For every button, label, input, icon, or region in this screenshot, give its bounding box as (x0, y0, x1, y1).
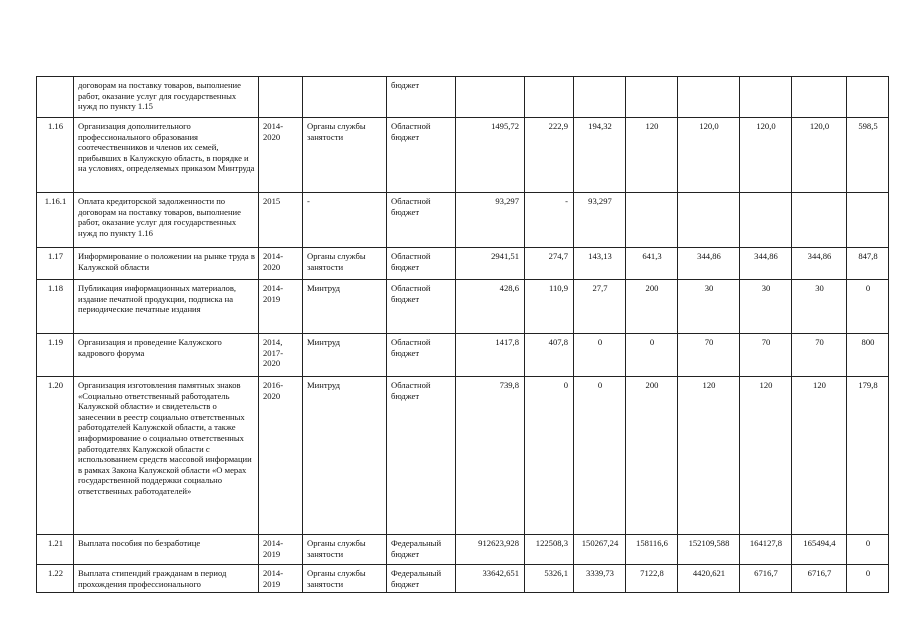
implementation-years: 2014-2019 (259, 535, 303, 565)
funding-source: Федеральный бюджет (387, 565, 456, 593)
measure-name: Выплата стипендий гражданам в период прохождения профессионального (74, 565, 259, 593)
amount-cell: 120 (792, 377, 847, 535)
amount-cell: 0 (574, 334, 626, 377)
measure-name: договорам на поставку товаров, выполнение работ, оказание услуг для государственных нужд по пункту 1.15 (74, 77, 259, 118)
implementation-years: 2016-2020 (259, 377, 303, 535)
row-number: 1.16 (37, 118, 74, 193)
program-measures-table (36, 76, 889, 593)
amount-cell: 4420,621 (678, 565, 740, 593)
executor: Органы службы занятости (303, 248, 387, 280)
amount-cell: 0 (847, 535, 889, 565)
amount-cell: 70 (740, 334, 792, 377)
row-number: 1.22 (37, 565, 74, 593)
executor: Минтруд (303, 377, 387, 535)
total-amount: 33642,651 (456, 565, 525, 593)
funding-source: Областной бюджет (387, 248, 456, 280)
amount-cell: 222,9 (525, 118, 574, 193)
total-amount: 428,6 (456, 280, 525, 334)
amount-cell: - (525, 193, 574, 248)
measure-name: Оплата кредиторской задолженности по договорам на поставку товаров, выполнение работ, оказание услуг для государственных нужд по пункту 1.16 (74, 193, 259, 248)
amount-cell: 194,32 (574, 118, 626, 193)
amount-cell: 70 (678, 334, 740, 377)
implementation-years: 2014-2019 (259, 280, 303, 334)
row-number (37, 77, 74, 118)
executor: Органы службы занятости (303, 565, 387, 593)
amount-cell: 120,0 (678, 118, 740, 193)
amount-cell (626, 77, 678, 118)
amount-cell: 800 (847, 334, 889, 377)
table-row (37, 535, 889, 565)
row-number: 1.20 (37, 377, 74, 535)
amount-cell: 3339,73 (574, 565, 626, 593)
measure-name: Выплата пособия по безработице (74, 535, 259, 565)
implementation-years: 2015 (259, 193, 303, 248)
amount-cell (847, 193, 889, 248)
amount-cell (792, 193, 847, 248)
total-amount: 739,8 (456, 377, 525, 535)
implementation-years: 2014-2019 (259, 565, 303, 593)
amount-cell: 598,5 (847, 118, 889, 193)
row-number: 1.21 (37, 535, 74, 565)
amount-cell: 847,8 (847, 248, 889, 280)
amount-cell (626, 193, 678, 248)
implementation-years: 2014, 2017-2020 (259, 334, 303, 377)
total-amount: 1495,72 (456, 118, 525, 193)
amount-cell: 6716,7 (792, 565, 847, 593)
amount-cell: 344,86 (740, 248, 792, 280)
amount-cell: 0 (626, 334, 678, 377)
table-body (37, 77, 889, 593)
total-amount: 2941,51 (456, 248, 525, 280)
amount-cell: 93,297 (574, 193, 626, 248)
amount-cell: 164127,8 (740, 535, 792, 565)
amount-cell (740, 77, 792, 118)
funding-source: Областной бюджет (387, 280, 456, 334)
funding-source: Областной бюджет (387, 118, 456, 193)
table-row (37, 334, 889, 377)
table-row (37, 193, 889, 248)
measure-name: Организация дополнительного профессионального образования соотечественников и членов их семей, прибывших в Калужскую область, в порядке и на условиях, определяемых приказом Минтруда (74, 118, 259, 193)
amount-cell: 0 (574, 377, 626, 535)
amount-cell: 30 (678, 280, 740, 334)
total-amount: 1417,8 (456, 334, 525, 377)
row-number: 1.18 (37, 280, 74, 334)
amount-cell: 158116,6 (626, 535, 678, 565)
executor: Органы службы занятости (303, 535, 387, 565)
amount-cell: 7122,8 (626, 565, 678, 593)
total-amount: 912623,928 (456, 535, 525, 565)
amount-cell: 30 (740, 280, 792, 334)
amount-cell: 407,8 (525, 334, 574, 377)
amount-cell: 122508,3 (525, 535, 574, 565)
funding-source: Федеральный бюджет (387, 535, 456, 565)
amount-cell: 120 (678, 377, 740, 535)
row-number: 1.17 (37, 248, 74, 280)
amount-cell: 110,9 (525, 280, 574, 334)
amount-cell: 120,0 (740, 118, 792, 193)
amount-cell: 200 (626, 377, 678, 535)
amount-cell: 344,86 (792, 248, 847, 280)
amount-cell: 641,3 (626, 248, 678, 280)
total-amount: 93,297 (456, 193, 525, 248)
amount-cell: 0 (847, 280, 889, 334)
funding-source: Областной бюджет (387, 377, 456, 535)
table-row (37, 377, 889, 535)
amount-cell: 27,7 (574, 280, 626, 334)
amount-cell: 274,7 (525, 248, 574, 280)
amount-cell: 0 (525, 377, 574, 535)
amount-cell: 0 (847, 565, 889, 593)
amount-cell: 5326,1 (525, 565, 574, 593)
table-row (37, 248, 889, 280)
amount-cell (574, 77, 626, 118)
amount-cell (678, 193, 740, 248)
executor: - (303, 193, 387, 248)
funding-source: Областной бюджет (387, 334, 456, 377)
table-row (37, 77, 889, 118)
executor (303, 77, 387, 118)
measure-name: Публикация информационных материалов, издание печатной продукции, подписка на периодические печатные издания (74, 280, 259, 334)
table-row (37, 565, 889, 593)
measure-name: Информирование о положении на рынке труда в Калужской области (74, 248, 259, 280)
executor: Минтруд (303, 280, 387, 334)
table-row (37, 280, 889, 334)
total-amount (456, 77, 525, 118)
amount-cell: 6716,7 (740, 565, 792, 593)
implementation-years (259, 77, 303, 118)
amount-cell: 120 (740, 377, 792, 535)
amount-cell (847, 77, 889, 118)
amount-cell (525, 77, 574, 118)
executor: Минтруд (303, 334, 387, 377)
implementation-years: 2014-2020 (259, 248, 303, 280)
row-number: 1.19 (37, 334, 74, 377)
funding-source: бюджет (387, 77, 456, 118)
measure-name: Организация и проведение Калужского кадрового форума (74, 334, 259, 377)
amount-cell (740, 193, 792, 248)
funding-source: Областной бюджет (387, 193, 456, 248)
amount-cell: 200 (626, 280, 678, 334)
amount-cell (792, 77, 847, 118)
amount-cell: 70 (792, 334, 847, 377)
amount-cell: 344,86 (678, 248, 740, 280)
amount-cell: 152109,588 (678, 535, 740, 565)
amount-cell: 143,13 (574, 248, 626, 280)
implementation-years: 2014-2020 (259, 118, 303, 193)
executor: Органы службы занятости (303, 118, 387, 193)
amount-cell (678, 77, 740, 118)
amount-cell: 120,0 (792, 118, 847, 193)
amount-cell: 165494,4 (792, 535, 847, 565)
row-number: 1.16.1 (37, 193, 74, 248)
amount-cell: 179,8 (847, 377, 889, 535)
table-row (37, 118, 889, 193)
amount-cell: 120 (626, 118, 678, 193)
amount-cell: 150267,24 (574, 535, 626, 565)
amount-cell: 30 (792, 280, 847, 334)
measure-name: Организация изготовления памятных знаков «Социально ответственный работодатель Калужской области» и свидетельств о занесении в реестр социально ответственных работодателей Калужской области, а также информирование о социально ответственных работодателях Калужской области с использованием средств массовой информации в рамках Закона Калужской области «О мерах государственной поддержки социально ответственных работодателей» (74, 377, 259, 535)
